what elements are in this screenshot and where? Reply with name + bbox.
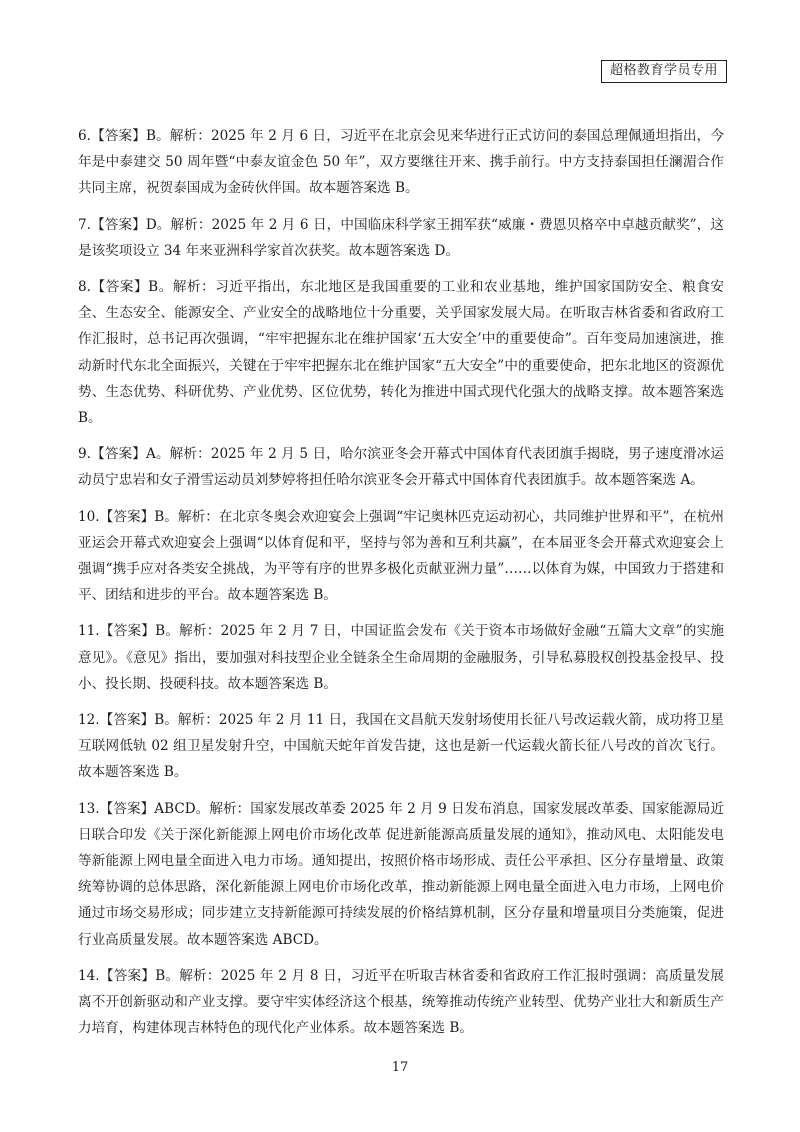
answer-entry-13 <box>78 796 724 953</box>
entry-text: B。解析：2025 年 2 月 8 日，习近平在听取吉林省委和省政府工作汇报时强调：高质量发展离不开创新驱动和产业支撑。要守牢实体经济这个根基，统筹推动传统产业转型、优势产业壮大和新质生产力培育，构建体现吉林特色的现代化产业体系。故本题答案选 B。 <box>78 967 724 1037</box>
entry-number: 7. <box>78 216 91 233</box>
answer-entry-6 <box>78 123 724 202</box>
entry-text: ABCD。解析：国家发展改革委 2025 年 2 月 9 日发布消息，国家发展改革委、国家能源局近日联合印发《关于深化新能源上网电价市场化改革 促进新能源高质量发展的通知》，推动风电、太阳能发电等新能源上网电量全面进入电力市场。通知提出，按照价格市场形成、责任公平承担、区分存量增量、政策统筹协调的总体思路，深化新能源上网电价市场化改革，推动新能源上网电量全面进入电力市场，上网电价通过市场交易形成；同步建立支持新能源可持续发展的价格结算机制，区分存量和增量项目分类施策，促进行业高质量发展。故本题答案选 ABCD。 <box>78 800 725 948</box>
entry-number: 13. <box>78 800 100 817</box>
answer-label: 【答案】 <box>90 446 147 463</box>
entry-text: B。解析：2025 年 2 月 11 日，我国在文昌航天发射场使用长征八号改运载火箭，成功将卫星互联网低轨 02 组卫星发射升空，中国航天蛇年首发告捷，这也是新一代运载火箭长征八号改的首次飞行。故本题答案选 B。 <box>78 712 724 781</box>
entry-number: 9. <box>78 446 91 463</box>
entry-text: B。解析：2025 年 2 月 7 日，中国证监会发布《关于资本市场做好金融“五篇大文章”的实施意见》。《意见》指出，要加强对科技型企业全链条全生命周期的金融服务，引导私募股权创投基金投早、投小、投长期、投硬科技。故本题答案选 B。 <box>78 623 725 692</box>
answer-label: 【答案】 <box>99 508 155 525</box>
entry-number: 14. <box>78 967 100 984</box>
page-number: 17 <box>391 1060 409 1075</box>
entry-text: A。解析：2025 年 2 月 5 日，哈尔滨亚冬会开幕式中国体育代表团旗手揭晓，男子速度滑冰运动员宁忠岩和女子滑雪运动员刘梦婷将担任哈尔滨亚冬会开幕式中国体育代表团旗手。故本题答案选 A。 <box>78 446 725 489</box>
entry-text: B。解析：2025 年 2 月 6 日，习近平在北京会见来华进行正式访问的泰国总理佩通坦指出，今年是中泰建交 50 周年暨“中泰友谊金色 50 年”，双方要继往开来、携手前行。中方支持泰国担任澜湄合作共同主席，祝贺泰国成为金砖伙伴国。故本题答案选 B。 <box>78 128 724 197</box>
answer-label: 【答案】 <box>99 800 155 817</box>
entry-number: 10. <box>78 508 100 525</box>
entry-text: B。解析：习近平指出，东北地区是我国重要的工业和农业基地，维护国家国防安全、粮食安全、生态安全、能源安全、产业安全的战略地位十分重要，关乎国家发展大局。在听取吉林省委和省政府工作汇报时，总书记再次强调，“牢牢把握东北在维护国家‘五大安全’中的重要使命”。百年变局加速演进，推动新时代东北全面振兴，关键在于牢牢把握东北在维护国家“五大安全”中的重要使命，把东北地区的资源优势、生态优势、科研优势、产业优势、区位优势，转化为推进中国式现代化强大的战略支撑。故本题答案选 B。 <box>78 279 724 427</box>
entry-number: 6. <box>78 128 91 144</box>
entry-text: D。解析：2025 年 2 月 6 日，中国临床科学家王拥军获“威廉・费恩贝格卒中卓越贡献奖”，这是该奖项设立 34 年来亚洲科学家首次获奖。故本题答案选 D。 <box>78 216 725 259</box>
entry-number: 12. <box>78 712 100 729</box>
answer-label: 【答案】 <box>90 279 149 296</box>
answer-label: 【答案】 <box>99 967 156 984</box>
answer-entry-11 <box>78 618 724 697</box>
entry-number: 11. <box>78 623 100 640</box>
answer-label: 【答案】 <box>99 623 156 640</box>
answer-label: 【答案】 <box>99 712 155 729</box>
answer-entry-12 <box>78 707 724 786</box>
answer-entry-14 <box>78 963 724 1042</box>
answer-label: 【答案】 <box>90 128 146 144</box>
answer-entry-7 <box>78 212 724 264</box>
answer-entry-8 <box>78 274 724 431</box>
entry-text: B。解析：在北京冬奥会欢迎宴会上强调“牢记奥林匹克运动初心，共同维护世界和平”，在杭州亚运会开幕式欢迎宴会上强调“以体育促和平，坚持与邻为善和互利共赢”，在本届亚冬会开幕式欢迎宴会上强调“携手应对各类安全挑战，为平等有序的世界多极化贡献亚洲力量”……以体育为媒，中国致力于搭建和平、团结和进步的平台。故本题答案选 B。 <box>78 508 725 604</box>
answer-list <box>78 123 724 1052</box>
answer-label: 【答案】 <box>90 216 146 233</box>
answer-entry-10 <box>78 504 724 609</box>
entry-number: 8. <box>78 279 91 296</box>
answer-entry-9 <box>78 441 724 493</box>
header-tag: 超格教育学员专用 <box>601 60 727 83</box>
